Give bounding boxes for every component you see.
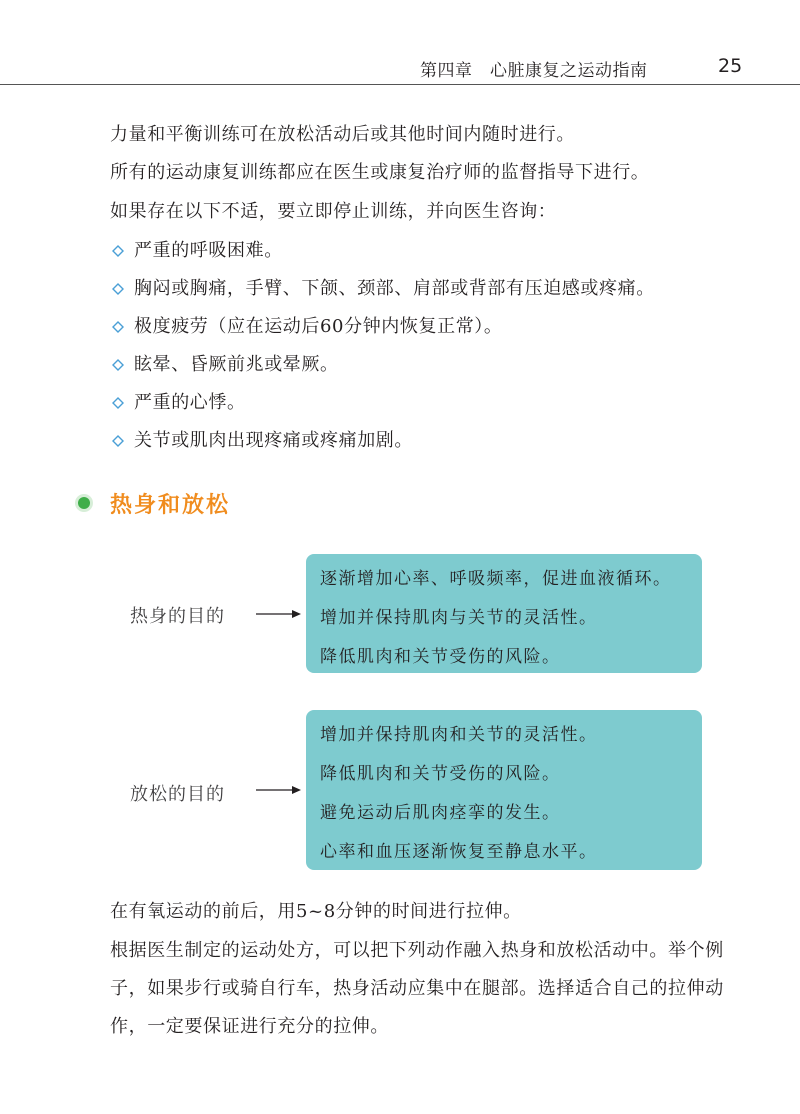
symptom-list bbox=[110, 232, 750, 460]
body-paragraph: 在有氧运动的前后，用5~8分钟的时间进行拉伸。 bbox=[110, 901, 522, 922]
cooldown-item: 避免运动后肌肉痉挛的发生。 bbox=[320, 803, 561, 823]
intro-paragraph: 如果存在以下不适，要立即停止训练，并向医生咨询： bbox=[110, 201, 557, 222]
section-title: 热身和放松 bbox=[110, 492, 231, 518]
cooldown-label: 放松的目的 bbox=[130, 784, 225, 805]
list-item-text: 严重的呼吸困难。 bbox=[134, 240, 283, 261]
list-item bbox=[110, 384, 750, 422]
list-item-text: 关节或肌肉出现疼痛或疼痛加剧。 bbox=[134, 430, 413, 451]
list-item-text: 眩晕、昏厥前兆或晕厥。 bbox=[134, 354, 339, 375]
warmup-label: 热身的目的 bbox=[130, 606, 225, 627]
running-header bbox=[0, 56, 800, 82]
warmup-item: 降低肌肉和关节受伤的风险。 bbox=[320, 647, 561, 667]
list-item bbox=[110, 270, 750, 308]
diamond-bullet-icon bbox=[112, 283, 124, 295]
body-paragraph: 根据医生制定的运动处方，可以把下列动作融入热身和放松活动中。举个例子，如果步行或骑自行车，热身活动应集中在腿部。选择适合自己的拉伸动作，一定要保证进行充分的拉伸。 bbox=[110, 940, 724, 1037]
list-item bbox=[110, 308, 750, 346]
cooldown-item: 心率和血压逐渐恢复至静息水平。 bbox=[320, 842, 598, 862]
warmup-item: 逐渐增加心率、呼吸频率，促进血液循环。 bbox=[320, 569, 672, 589]
warmup-item: 增加并保持肌肉与关节的灵活性。 bbox=[320, 608, 598, 628]
list-item-text: 严重的心悸。 bbox=[134, 392, 246, 413]
list-item-text: 胸闷或胸痛，手臂、下颌、颈部、肩部或背部有压迫感或疼痛。 bbox=[134, 278, 655, 299]
diamond-bullet-icon bbox=[112, 397, 124, 409]
cooldown-item: 降低肌肉和关节受伤的风险。 bbox=[320, 764, 561, 784]
list-item bbox=[110, 422, 750, 460]
intro-paragraph: 力量和平衡训练可在放松活动后或其他时间内随时进行。 bbox=[110, 124, 575, 145]
right-arrow-icon bbox=[256, 608, 302, 620]
green-dot-icon bbox=[74, 493, 94, 513]
chapter-title: 第四章 心脏康复之运动指南 bbox=[420, 61, 648, 81]
cooldown-purpose-box bbox=[306, 710, 702, 870]
diamond-bullet-icon bbox=[112, 245, 124, 257]
diamond-bullet-icon bbox=[112, 359, 124, 371]
list-item-text: 极度疲劳（应在运动后60分钟内恢复正常）。 bbox=[134, 316, 503, 337]
diamond-bullet-icon bbox=[112, 321, 124, 333]
cooldown-item: 增加并保持肌肉和关节的灵活性。 bbox=[320, 725, 598, 745]
list-item bbox=[110, 232, 750, 270]
page-number: 25 bbox=[718, 55, 743, 77]
list-item bbox=[110, 346, 750, 384]
diamond-bullet-icon bbox=[112, 435, 124, 447]
right-arrow-icon bbox=[256, 784, 302, 796]
header-rule bbox=[0, 84, 800, 85]
warmup-purpose-box bbox=[306, 554, 702, 673]
intro-paragraph: 所有的运动康复训练都应在医生或康复治疗师的监督指导下进行。 bbox=[110, 162, 650, 183]
